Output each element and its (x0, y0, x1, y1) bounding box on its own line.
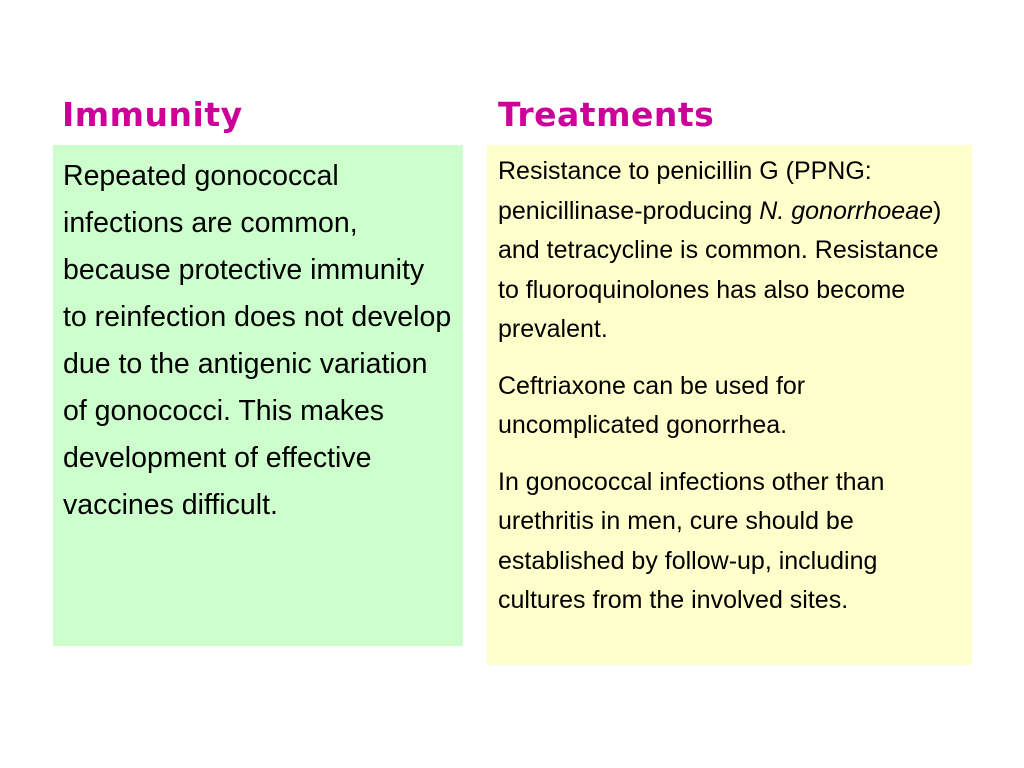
resistance-text-end: ) and tetracycline is common. Resistance to fluoroquinolones has also become prevalent. (498, 196, 942, 343)
treatments-paragraph-followup: In gonococcal infections other than urethritis in men, cure should be established by follow-up, including cultures from the involved sites. (498, 467, 885, 614)
treatments-paragraph-resistance (498, 152, 962, 350)
immunity-heading: Immunity (62, 95, 243, 134)
resistance-text-start: Resistance to penicillin G (PPNG: penicillinase-producing (498, 157, 872, 225)
treatments-heading: Treatments (498, 95, 715, 134)
treatments-paragraph-ceftriaxone: Ceftriaxone can be used for uncomplicated gonorrhea. (498, 371, 806, 439)
immunity-panel (53, 145, 463, 646)
species-name-italic: N. gonorrhoeae (759, 196, 934, 225)
treatments-panel (487, 145, 972, 665)
immunity-text: Repeated gonococcal infections are common, because protective immunity to reinfection does not develop due to the antigenic variation of gonococci. This makes development of effective vaccines difficult. (63, 160, 452, 521)
